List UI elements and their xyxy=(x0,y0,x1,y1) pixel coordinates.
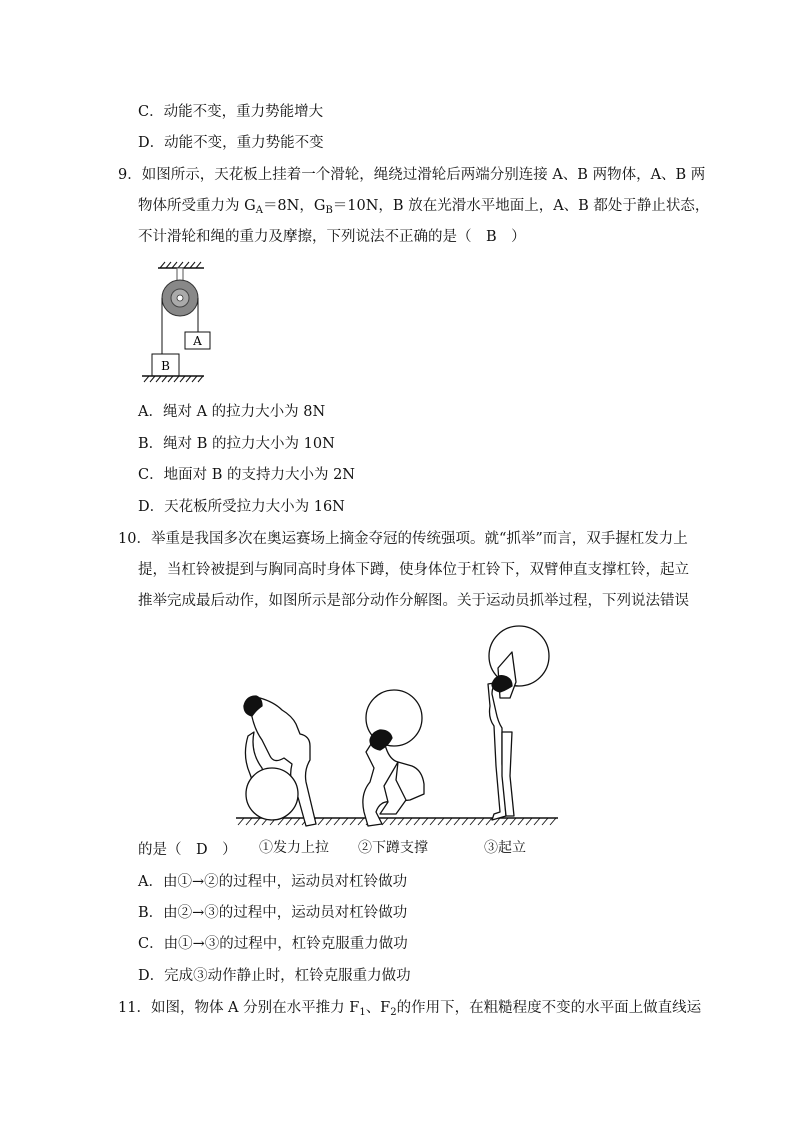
lifter-pose-stand xyxy=(488,626,549,820)
q11-stem-part-a: 11．如图，物体 A 分别在水平推力 F xyxy=(118,1000,360,1016)
q8-option-d: D．动能不变，重力势能不变 xyxy=(138,135,324,151)
q11-stem-line1 xyxy=(118,998,701,1023)
q9-stem-line1: 9．如图所示，天花板上挂着一个滑轮，绳绕过滑轮后两端分别连接 A、B 两物体，A、B 两 xyxy=(118,167,706,183)
floor xyxy=(142,376,204,382)
figure-caption-stand: ③起立 xyxy=(484,840,526,856)
q10-stem-line4: 的是（ D ） xyxy=(138,842,237,858)
lifter-pose-squat xyxy=(363,690,424,826)
q9-option-a: A．绳对 A 的拉力大小为 8N xyxy=(138,404,326,420)
q9-subscript-b: B xyxy=(325,205,333,216)
q11-subscript-1: 1 xyxy=(359,1007,366,1018)
q9-option-d: D．天花板所受拉力大小为 16N xyxy=(138,499,345,515)
q10-option-b: B．由②→③的过程中，运动员对杠铃做功 xyxy=(138,905,408,921)
q10-stem-line1: 10．举重是我国多次在奥运赛场上摘金夺冠的传统强项。就“抓举”而言，双手握杠发力上 xyxy=(118,531,688,547)
pulley-figure xyxy=(138,262,218,392)
q9-subscript-a: A xyxy=(255,205,263,216)
q8-option-c: C．动能不变，重力势能增大 xyxy=(138,104,324,120)
q9-option-b: B．绳对 B 的拉力大小为 10N xyxy=(138,436,335,452)
ceiling xyxy=(158,262,204,268)
q11-subscript-2: 2 xyxy=(390,1007,397,1018)
weightlifting-figure xyxy=(230,622,560,832)
q10-option-c: C．由①→③的过程中，杠铃克服重力做功 xyxy=(138,936,408,952)
q9-stem-line3: 不计滑轮和绳的重力及摩擦，下列说法不正确的是（ B ） xyxy=(138,229,526,245)
barbell-plate-pull xyxy=(246,768,298,820)
q9-stem-line2-part-c: ＝10N，B 放在光滑水平地面上，A、B 都处于静止状态， xyxy=(332,198,710,214)
q10-option-d: D．完成③动作静止时，杠铃克服重力做功 xyxy=(138,968,411,984)
block-b-label: B xyxy=(161,359,170,373)
q9-stem-line2-part-a: 物体所受重力为 G xyxy=(138,198,256,214)
q9-option-c: C．地面对 B 的支持力大小为 2N xyxy=(138,467,355,483)
figure-caption-squat: ②下蹲支撑 xyxy=(358,840,428,856)
figure-caption-pull: ①发力上拉 xyxy=(259,840,329,856)
q9-stem-line2-part-b: ＝8N，G xyxy=(262,198,326,214)
q9-stem-line2 xyxy=(138,196,709,221)
q10-stem-line2: 提，当杠铃被提到与胸同高时身体下蹲，使身体位于杠铃下，双臂伸直支撑杠铃，起立 xyxy=(138,562,689,578)
q11-stem-part-c: 的作用下，在粗糙程度不变的水平面上做直线运 xyxy=(396,1000,702,1016)
block-a-label: A xyxy=(193,334,202,348)
q10-stem-line3: 推举完成最后动作，如图所示是部分动作分解图。关于运动员抓举过程，下列说法错误 xyxy=(138,593,689,609)
q10-option-a: A．由①→②的过程中，运动员对杠铃做功 xyxy=(138,874,408,890)
lifter-pose-pull xyxy=(244,696,316,826)
ground xyxy=(236,818,558,825)
q11-stem-part-b: 、F xyxy=(365,1000,391,1016)
